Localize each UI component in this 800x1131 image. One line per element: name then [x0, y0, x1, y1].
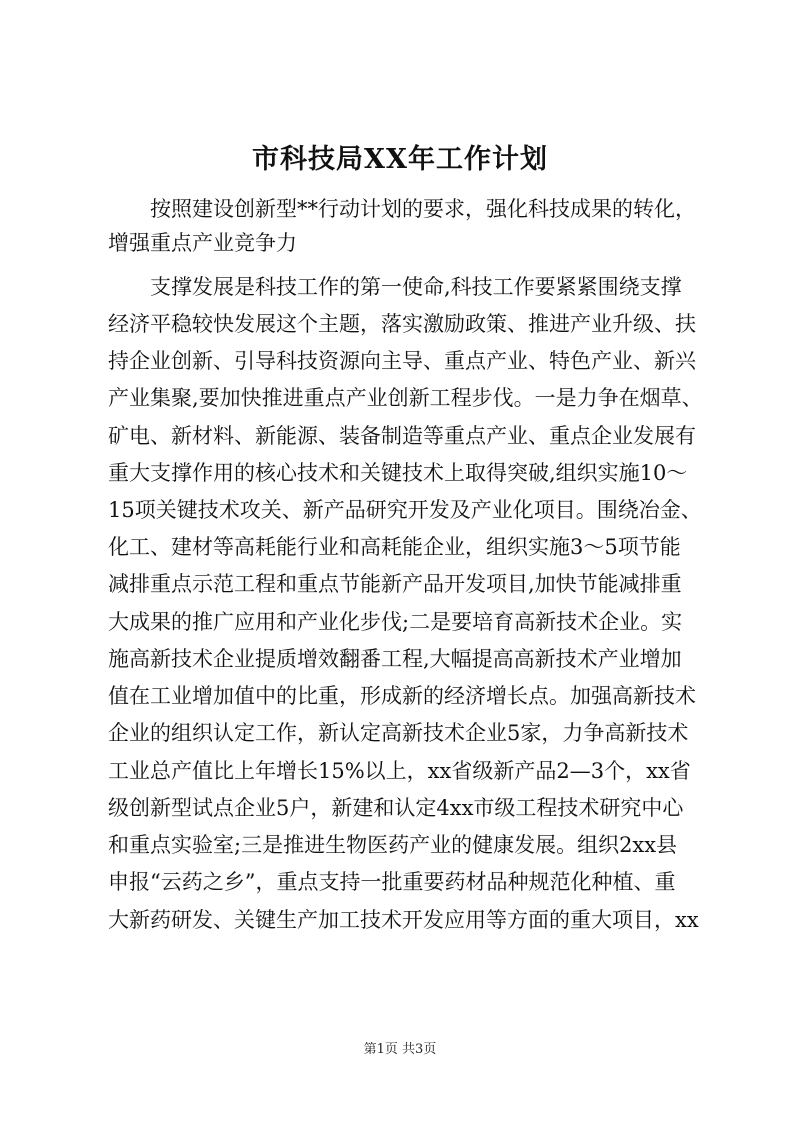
body-line: 化工、建材等高耗能行业和高耗能企业，组织实施3～5项节能: [108, 535, 681, 559]
body-line: 增强重点产业竞争力: [108, 231, 297, 255]
body-line: 级创新型试点企业5户，新建和认定4xx市级工程技术研究中心: [108, 796, 684, 820]
body-line: 15项关键技术攻关、新产品研究开发及产业化项目。围绕冶金、: [108, 498, 702, 522]
body-line: 和重点实验室;三是推进生物医药产业的健康发展。组织2xx县: [108, 833, 678, 857]
body-line: 经济平稳较快发展这个主题，落实激励政策、推进产业升级、扶: [108, 312, 696, 336]
body-line: 大新药研发、关键生产加工技术开发应用等方面的重大项目，xx: [108, 908, 699, 932]
body-line: 持企业创新、引导科技资源向主导、重点产业、特色产业、新兴: [108, 349, 696, 373]
body-line: 企业的组织认定工作，新认定高新技术企业5家，力争高新技术: [108, 721, 689, 745]
body-line: 施高新技术企业提质增效翻番工程,大幅提高高新技术产业增加: [108, 647, 682, 671]
body-line: 大成果的推广应用和产业化步伐;二是要培育高新技术企业。实: [108, 610, 683, 634]
body-line: 工业总产值比上年增长15%以上，xx省级新产品2—3个，xx省: [108, 759, 691, 783]
body-line: 按照建设创新型**行动计划的要求，强化科技成果的转化，: [108, 197, 696, 221]
body-line: 支撑发展是科技工作的第一使命,科技工作要紧紧围绕支撑: [108, 275, 682, 299]
body-line: 值在工业增加值中的比重，形成新的经济增长点。加强高新技术: [108, 684, 696, 708]
body-line: 申报“云药之乡”，重点支持一批重要药材品种规范化种植、重: [108, 870, 676, 894]
page-number: 第1页 共3页: [363, 1042, 437, 1057]
body-line: 减排重点示范工程和重点节能新产品开发项目,加快节能减排重: [108, 572, 682, 596]
body-line: 矿电、新材料、新能源、装备制造等重点产业、重点企业发展有: [108, 424, 696, 448]
body-line: 重大支撑作用的核心技术和关键技术上取得突破,组织实施10～: [108, 461, 688, 485]
document-title: 市科技局XX年工作计划: [252, 144, 548, 175]
body-line: 产业集聚,要加快推进重点产业创新工程步伐。一是力争在烟草、: [108, 386, 703, 410]
